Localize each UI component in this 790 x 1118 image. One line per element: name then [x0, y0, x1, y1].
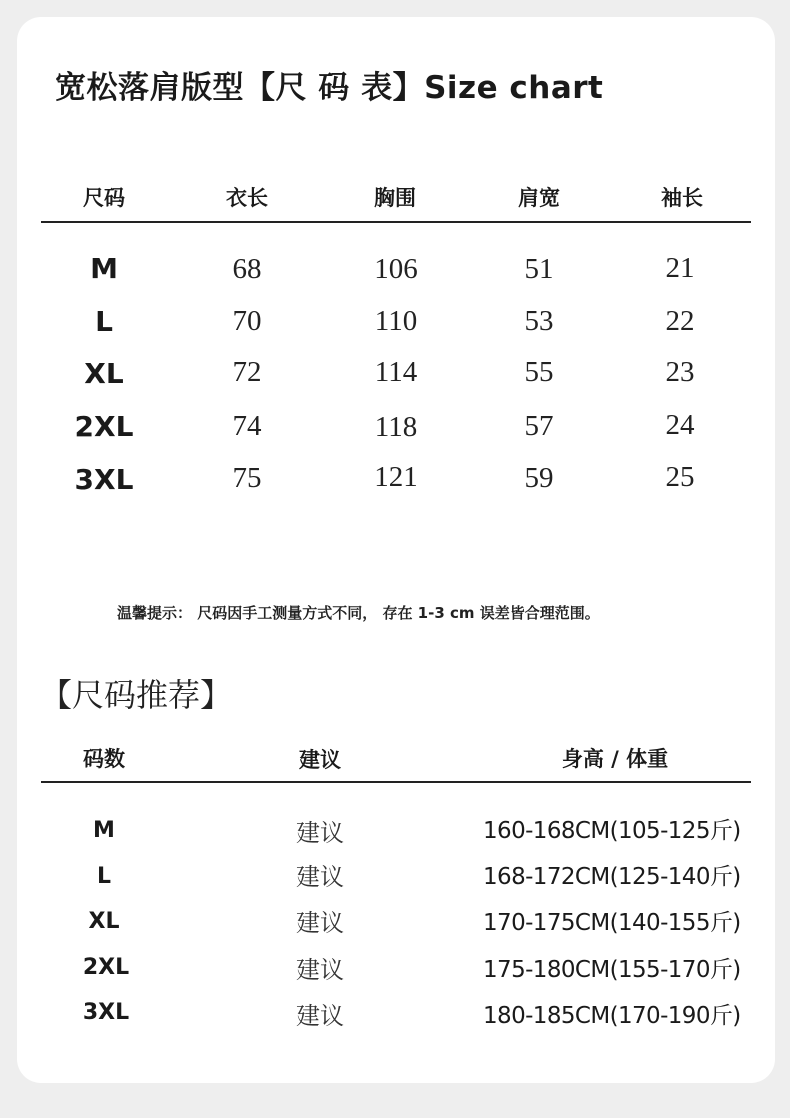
length-cell: 74	[232, 410, 262, 442]
rec-size-cell: 2XL	[82, 955, 130, 980]
chest-cell: 121	[374, 461, 418, 493]
sleeve-cell: 23	[665, 356, 695, 388]
header-size: 尺码	[83, 186, 125, 210]
length-cell: 72	[232, 356, 262, 388]
chest-cell: 110	[374, 305, 418, 337]
rec-height-weight-cell: 160-168CM(105-125斤)	[483, 818, 741, 844]
rec-advice-cell: 建议	[296, 1002, 344, 1030]
header-sleeve: 袖长	[661, 186, 703, 210]
rec-advice-cell: 建议	[296, 819, 344, 847]
length-cell: 75	[232, 462, 262, 494]
rec-advice-cell: 建议	[296, 909, 344, 937]
header-length: 衣长	[226, 186, 268, 210]
shoulder-cell: 51	[524, 253, 554, 285]
measurement-note: 温馨提示： 尺码因手工测量方式不同， 存在 1-3 cm 误差皆合理范围。	[117, 604, 600, 622]
header-shoulder: 肩宽	[518, 186, 560, 210]
size-table-divider	[41, 221, 751, 223]
rec-size-cell: 3XL	[82, 1000, 130, 1025]
recommend-title: 【尺码推荐】	[40, 676, 233, 714]
sleeve-cell: 24	[665, 409, 695, 441]
rec-advice-cell: 建议	[296, 863, 344, 891]
shoulder-cell: 57	[524, 410, 554, 442]
shoulder-cell: 53	[524, 305, 554, 337]
size-cell: M	[90, 252, 118, 285]
page-title: 宽松落肩版型【尺 码 表】Size chart	[55, 70, 604, 106]
recommend-table-divider	[41, 781, 751, 783]
rec-height-weight-cell: 175-180CM(155-170斤)	[483, 957, 741, 983]
length-cell: 70	[232, 305, 262, 337]
header-chest: 胸围	[374, 186, 416, 210]
header-advice: 建议	[299, 748, 341, 772]
rec-size-cell: XL	[88, 909, 120, 934]
rec-height-weight-cell: 168-172CM(125-140斤)	[483, 864, 741, 890]
size-cell: 3XL	[74, 463, 134, 496]
sleeve-cell: 21	[665, 252, 695, 284]
chest-cell: 114	[374, 356, 418, 388]
shoulder-cell: 59	[524, 462, 554, 494]
rec-height-weight-cell: 170-175CM(140-155斤)	[483, 910, 741, 936]
size-cell: L	[95, 305, 113, 338]
sleeve-cell: 25	[665, 461, 695, 493]
header-code: 码数	[83, 747, 125, 771]
rec-advice-cell: 建议	[296, 956, 344, 984]
chest-cell: 118	[374, 411, 418, 443]
sleeve-cell: 22	[665, 305, 695, 337]
rec-height-weight-cell: 180-185CM(170-190斤)	[483, 1003, 741, 1029]
shoulder-cell: 55	[524, 356, 554, 388]
chest-cell: 106	[374, 253, 418, 285]
size-cell: 2XL	[74, 410, 134, 443]
length-cell: 68	[232, 253, 262, 285]
rec-size-cell: L	[96, 864, 112, 889]
header-height-weight: 身高 / 体重	[561, 747, 669, 771]
rec-size-cell: M	[93, 818, 115, 843]
size-cell: XL	[84, 357, 124, 390]
